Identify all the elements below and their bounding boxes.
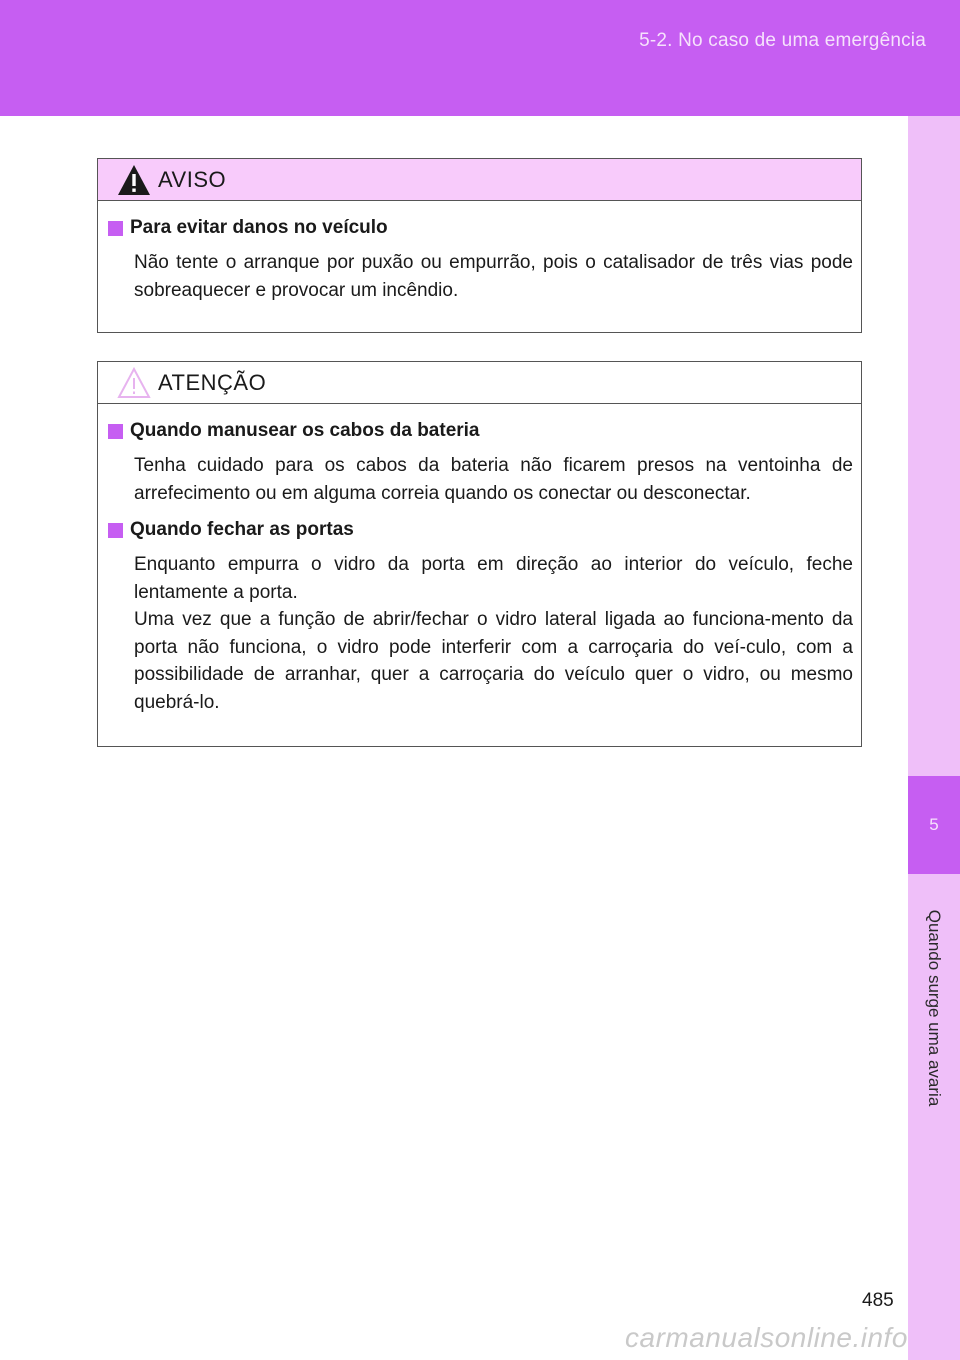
bullet-square-icon (108, 424, 123, 439)
warning-filled-icon (116, 163, 152, 197)
page-number: 485 (862, 1290, 894, 1311)
aviso-title: AVISO (158, 166, 227, 192)
atencao-subheading-1-text: Quando manusear os cabos da bateria (130, 420, 480, 441)
aviso-subheading (108, 215, 853, 241)
aviso-subheading-text: Para evitar danos no veículo (130, 217, 388, 238)
section-title: 5-2. No caso de uma emergência (639, 30, 926, 51)
atencao-paragraph-2: Enquanto empurra o vidro da porta em direção ao interior do veículo, feche lentamente a porta. (134, 554, 853, 603)
atencao-subheading-1 (108, 418, 853, 444)
chapter-number: 5 (908, 776, 960, 874)
atencao-box (97, 361, 862, 747)
aviso-paragraph: Não tente o arranque por puxão ou empurrão, pois o catalisador de três vias pode sobreaquecer e provocar um incêndio. (134, 252, 853, 301)
warning-outline-icon (116, 366, 152, 400)
side-tab (908, 116, 960, 1360)
watermark: carmanualsonline.info (625, 1322, 908, 1353)
atencao-header (98, 362, 861, 404)
header-bar (0, 0, 960, 116)
chapter-title: Quando surge uma avaria (925, 909, 944, 1107)
bullet-square-icon (108, 523, 123, 538)
atencao-paragraph-3: Uma vez que a função de abrir/fechar o vidro lateral ligada ao funciona-mento da porta não funciona, o vidro pode interferir com a carroçaria do veí-culo, com a possibilidade de arranhar, quer a carroçaria do veículo quer o vidro, ou mesmo quebrá-lo. (134, 609, 853, 713)
atencao-subheading-2-text: Quando fechar as portas (130, 519, 354, 540)
atencao-subheading-2 (108, 517, 853, 543)
aviso-header (98, 159, 861, 201)
aviso-box (97, 158, 862, 333)
atencao-paragraph-1: Tenha cuidado para os cabos da bateria não ficarem presos na ventoinha de arrefecimento ou em alguma correia quando os conectar ou desconectar. (134, 455, 853, 504)
atencao-title: ATENÇÃO (158, 369, 267, 395)
bullet-square-icon (108, 221, 123, 236)
